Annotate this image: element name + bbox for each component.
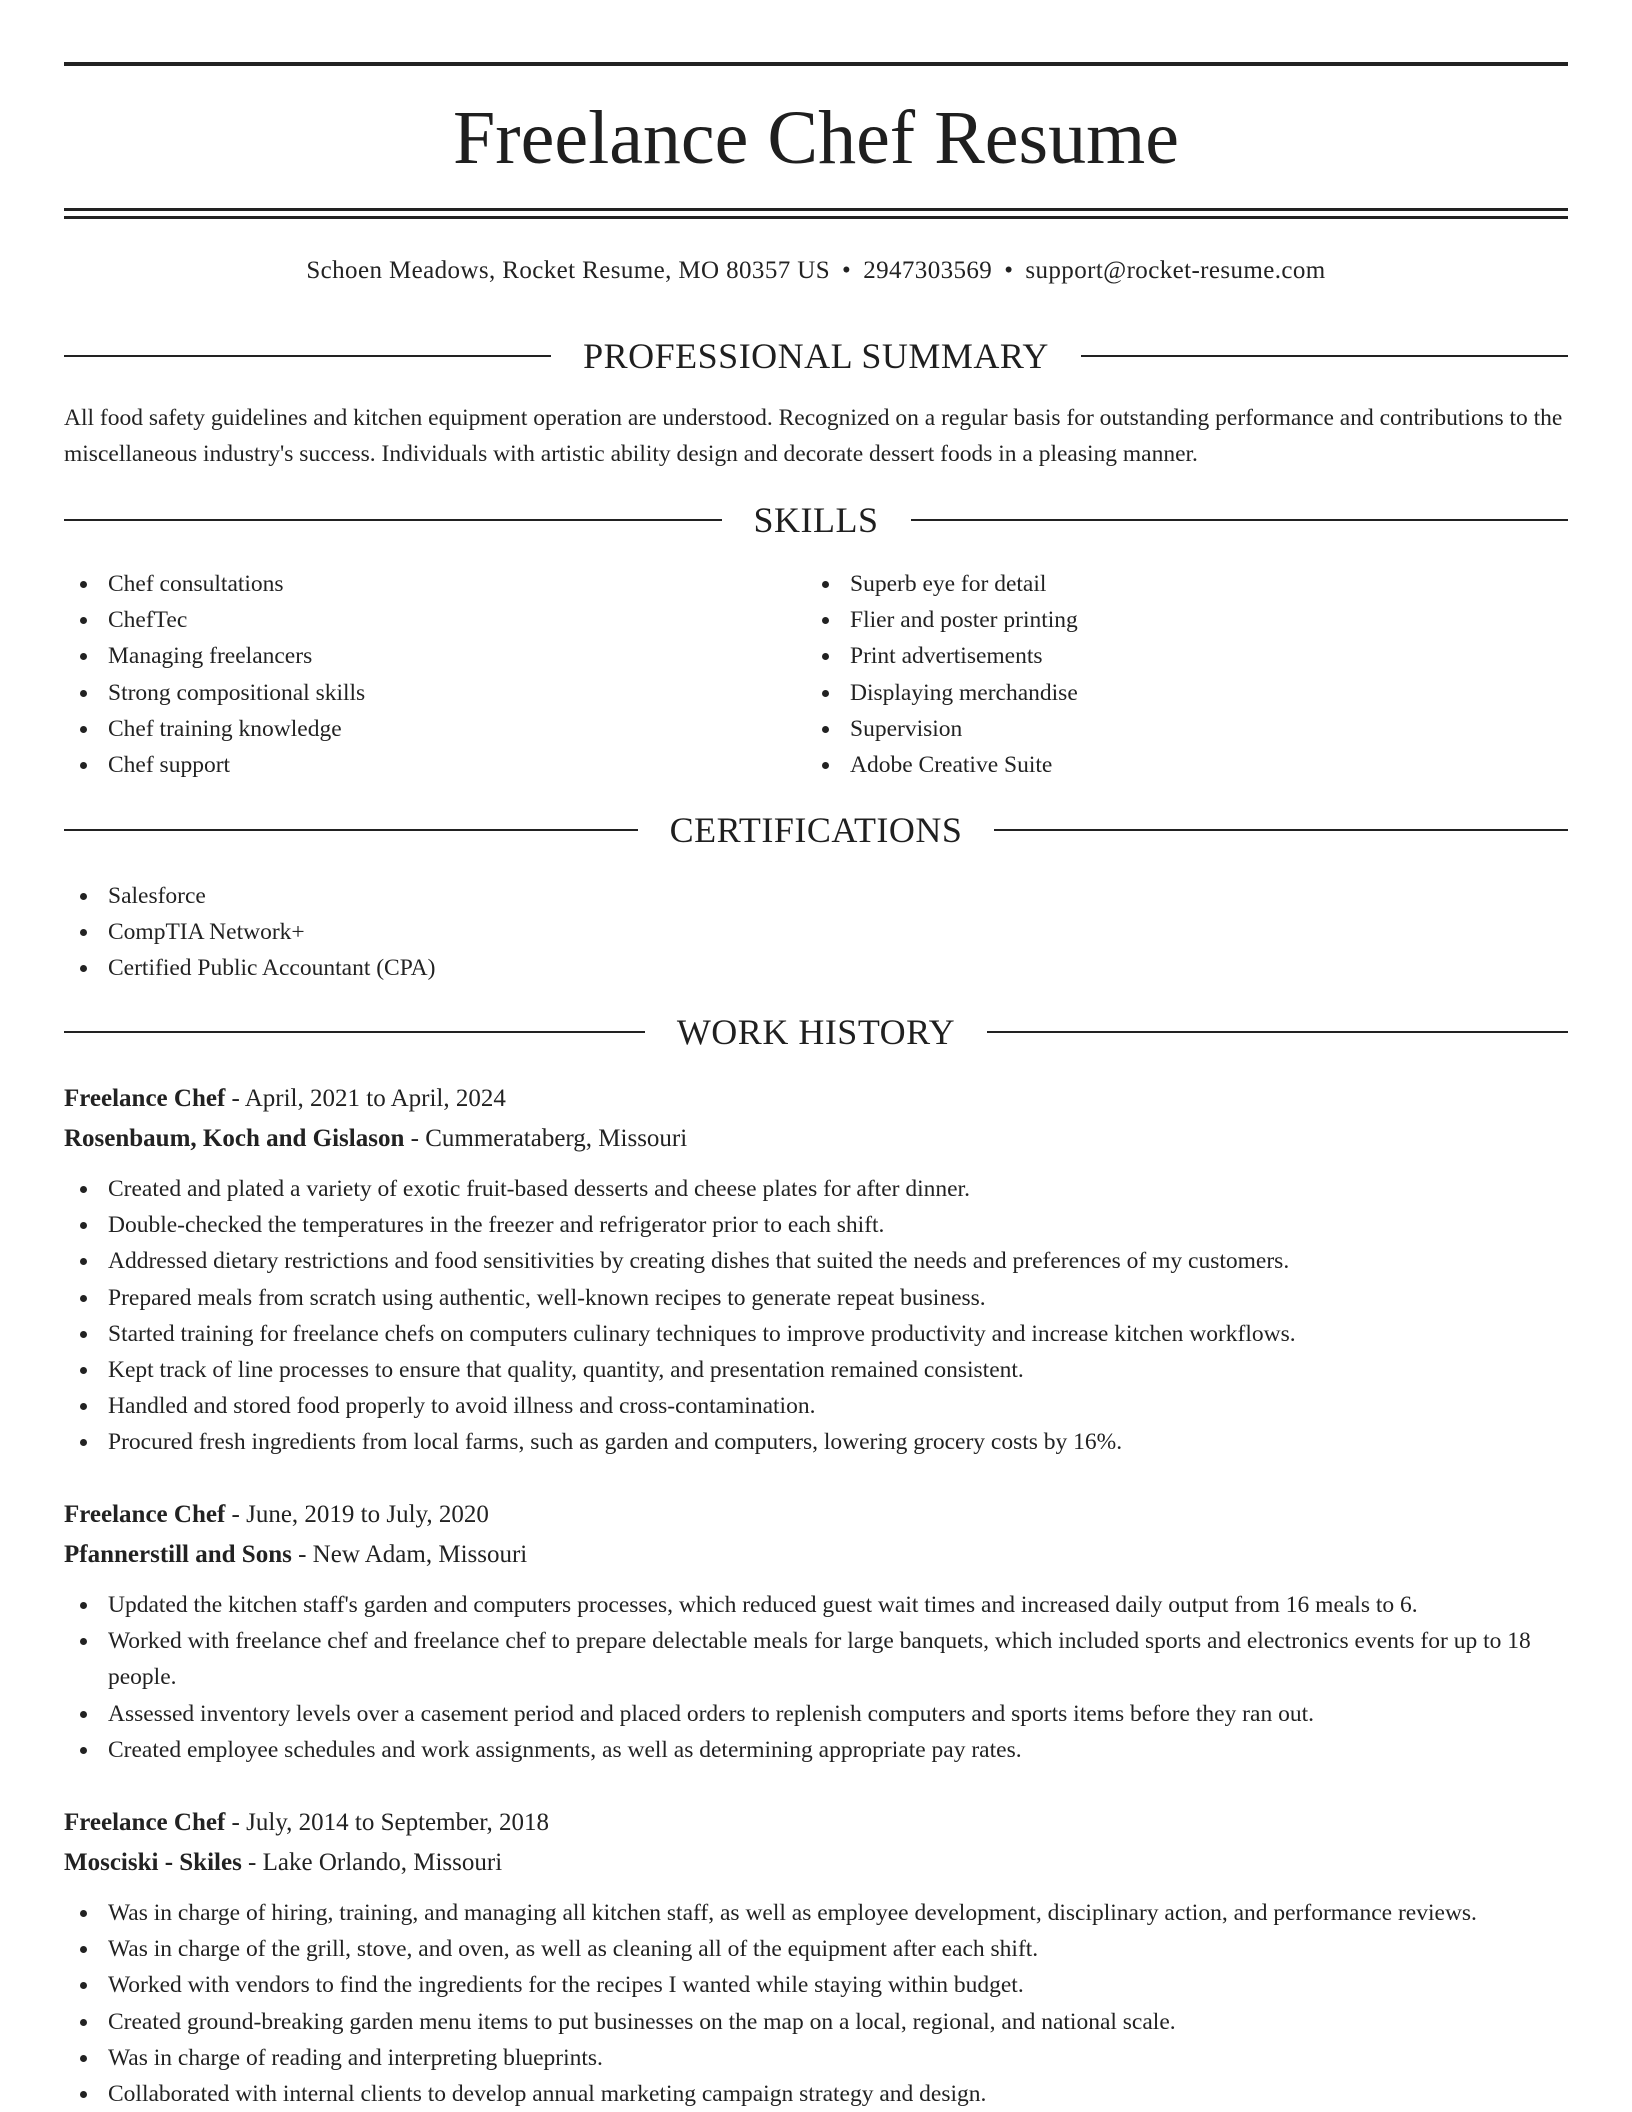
section-header-skills (64, 498, 1568, 542)
job-company: Mosciski - Skiles (64, 1849, 242, 1876)
job-duties-list (64, 1895, 1568, 2112)
professional-summary: All food safety guidelines and kitchen equipment operation are understood. Recognized on a regular basis for outstanding performance and contributions to the miscellaneous industry's success. Individuals with artistic ability design and decorate dessert foods in a pleasing manner. (64, 405, 1563, 467)
skill-item: Managing freelancers (64, 638, 804, 674)
skill-item: Flier and poster printing (806, 602, 1566, 638)
contact-phone: 2947303569 (863, 257, 993, 284)
job-company: Rosenbaum, Koch and Gislason (64, 1125, 405, 1152)
header-double-rule-lower (64, 216, 1568, 219)
contact-separator: • (842, 257, 852, 284)
job-entry (64, 1079, 1568, 1461)
contact-email: support@rocket-resume.com (1025, 257, 1326, 284)
job-dates: - June, 2019 to July, 2020 (225, 1501, 489, 1528)
job-entry (64, 1803, 1568, 2112)
job-title: Freelance Chef (64, 1501, 226, 1528)
certifications-list (64, 878, 1568, 987)
section-title-work-history: WORK HISTORY (676, 1012, 956, 1052)
job-company-line (64, 1119, 1568, 1159)
job-duty-item: Assessed inventory levels over a casement period and placed orders to replenish computers and sports items before they ran out. (64, 1696, 1568, 1732)
job-duty-item: Collaborated with internal clients to develop annual marketing campaign strategy and design. (64, 2076, 1568, 2112)
section-title-skills: SKILLS (753, 500, 879, 540)
certification-item: Salesforce (64, 878, 1568, 914)
section-header-summary (64, 334, 1568, 378)
job-title-line (64, 1803, 1568, 1843)
job-duty-item: Started training for freelance chefs on computers culinary techniques to improve productivity and increase kitchen workflows. (64, 1316, 1568, 1352)
skill-item: Displaying merchandise (806, 675, 1566, 711)
certification-item: Certified Public Accountant (CPA) (64, 950, 1568, 986)
skill-item: Chef training knowledge (64, 711, 804, 747)
job-duty-item: Handled and stored food properly to avoid illness and cross-contamination. (64, 1388, 1568, 1424)
job-title-line (64, 1495, 1568, 1535)
section-rule (911, 519, 1569, 521)
job-company: Pfannerstill and Sons (64, 1541, 292, 1568)
job-entry (64, 1495, 1568, 1768)
skill-item: Strong compositional skills (64, 675, 804, 711)
skill-item: Print advertisements (806, 638, 1566, 674)
skill-item: Chef support (64, 747, 804, 783)
job-duties-list (64, 1587, 1568, 1768)
section-header-work-history (64, 1010, 1568, 1054)
skill-item: Adobe Creative Suite (806, 747, 1566, 783)
skills-list-right (806, 566, 1566, 783)
skill-item: Superb eye for detail (806, 566, 1566, 602)
section-rule (987, 1031, 1568, 1033)
job-duties-list (64, 1171, 1568, 1461)
job-duty-item: Worked with vendors to find the ingredients for the recipes I wanted while staying within budget. (64, 1967, 1568, 2003)
section-header-certifications (64, 808, 1568, 852)
job-duty-item: Updated the kitchen staff's garden and computers processes, which reduced guest wait times and increased daily output from 16 meals to 6. (64, 1587, 1568, 1623)
section-rule (64, 1031, 645, 1033)
header-double-rule-upper (64, 208, 1568, 211)
section-rule (1081, 355, 1568, 357)
contact-line (64, 254, 1568, 288)
job-company-line (64, 1535, 1568, 1575)
contact-separator: • (1004, 257, 1014, 284)
job-duty-item: Double-checked the temperatures in the freezer and refrigerator prior to each shift. (64, 1207, 1568, 1243)
job-dates: - April, 2021 to April, 2024 (225, 1085, 506, 1112)
job-duty-item: Worked with freelance chef and freelance chef to prepare delectable meals for large banquets, which included sports and electronics events for up to 18 people. (64, 1623, 1568, 1695)
job-title-line (64, 1079, 1568, 1119)
job-duty-item: Kept track of line processes to ensure that quality, quantity, and presentation remained consistent. (64, 1352, 1568, 1388)
skill-item: ChefTec (64, 602, 804, 638)
job-duty-item: Was in charge of reading and interpreting blueprints. (64, 2040, 1568, 2076)
skill-item: Chef consultations (64, 566, 804, 602)
job-title: Freelance Chef (64, 1809, 226, 1836)
job-title: Freelance Chef (64, 1085, 226, 1112)
contact-address: Schoen Meadows, Rocket Resume, MO 80357 US (306, 257, 831, 284)
section-rule (64, 519, 722, 521)
job-duty-item: Was in charge of the grill, stove, and oven, as well as cleaning all of the equipment after each shift. (64, 1931, 1568, 1967)
job-location: - Lake Orlando, Missouri (241, 1849, 503, 1876)
job-duty-item: Prepared meals from scratch using authentic, well-known recipes to generate repeat business. (64, 1280, 1568, 1316)
section-rule (64, 829, 638, 831)
job-duty-item: Created employee schedules and work assignments, as well as determining appropriate pay rates. (64, 1732, 1568, 1768)
certification-item: CompTIA Network+ (64, 914, 1568, 950)
job-dates: - July, 2014 to September, 2018 (225, 1809, 550, 1836)
header-top-rule (64, 62, 1568, 66)
section-title-certifications: CERTIFICATIONS (669, 810, 963, 850)
job-duty-item: Created ground-breaking garden menu items to put businesses on the map on a local, regional, and national scale. (64, 2004, 1568, 2040)
section-title-summary: PROFESSIONAL SUMMARY (583, 336, 1049, 376)
skills-list-left (64, 566, 804, 783)
section-rule (994, 829, 1568, 831)
job-location: - Cummerataberg, Missouri (404, 1125, 688, 1152)
job-company-line (64, 1843, 1568, 1883)
section-rule (64, 355, 551, 357)
skill-item: Supervision (806, 711, 1566, 747)
job-duty-item: Created and plated a variety of exotic fruit-based desserts and cheese plates for after dinner. (64, 1171, 1568, 1207)
job-duty-item: Was in charge of hiring, training, and managing all kitchen staff, as well as employee development, disciplinary action, and performance reviews. (64, 1895, 1568, 1931)
job-duty-item: Procured fresh ingredients from local farms, such as garden and computers, lowering grocery costs by 16%. (64, 1424, 1568, 1460)
job-duty-item: Addressed dietary restrictions and food sensitivities by creating dishes that suited the needs and preferences of my customers. (64, 1243, 1568, 1279)
job-location: - New Adam, Missouri (291, 1541, 528, 1568)
resume-title: Freelance Chef Resume (453, 96, 1179, 180)
